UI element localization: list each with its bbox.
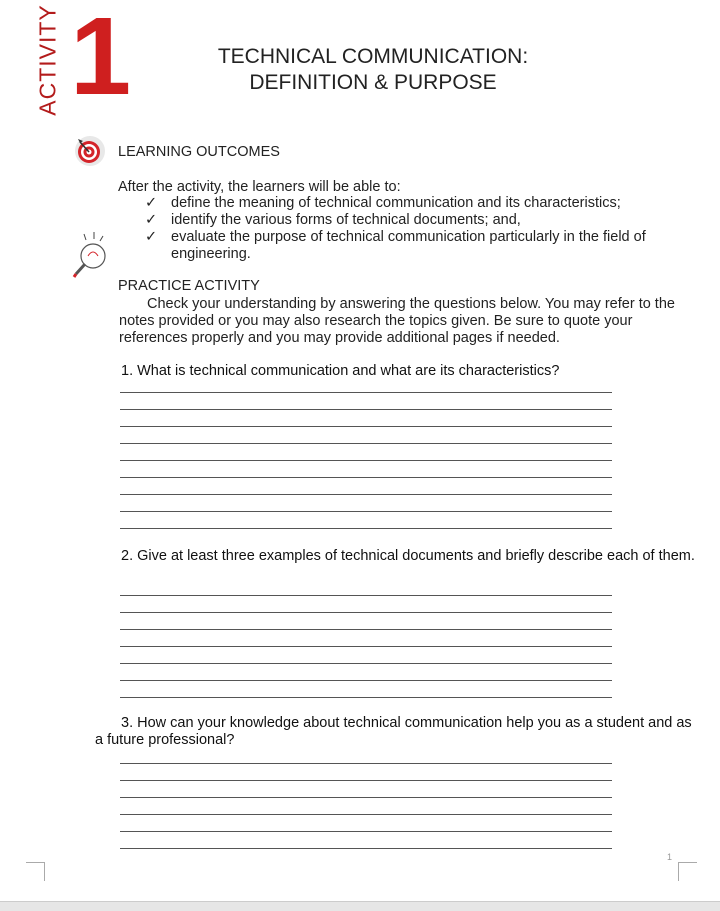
target-icon — [72, 134, 108, 168]
answer-line[interactable] — [120, 831, 612, 832]
answer-line[interactable] — [120, 409, 612, 410]
practice-instructions: Check your understanding by answering the questions below. You may refer to the notes provided or you may also research the topics given. Be sure to quote your references properly and you may provide additional pages if needed. — [119, 296, 675, 346]
answer-line[interactable] — [120, 494, 612, 495]
answer-line[interactable] — [120, 595, 612, 596]
check-icon: ✓ — [145, 195, 158, 211]
answer-line[interactable] — [120, 814, 612, 815]
answer-line[interactable] — [120, 629, 612, 630]
outcomes-intro: After the activity, the learners will be able to: — [118, 179, 401, 195]
learning-outcomes-heading: LEARNING OUTCOMES — [118, 144, 280, 160]
outcomes-list — [140, 195, 680, 263]
page-number: 1 — [667, 852, 673, 862]
list-item: ✓ evaluate the purpose of technical communication particularly in the field of engineering. — [145, 229, 646, 262]
answer-line[interactable] — [120, 460, 612, 461]
answer-line[interactable] — [120, 646, 612, 647]
lightbulb-icon — [70, 232, 110, 282]
activity-label: ACTIVITY — [34, 4, 61, 116]
list-item: ✓ define the meaning of technical communication and its characteristics; — [145, 195, 621, 211]
answer-line[interactable] — [120, 426, 612, 427]
answer-line[interactable] — [120, 528, 612, 529]
answer-line[interactable] — [120, 443, 612, 444]
margin-corner-mark — [26, 862, 45, 881]
answer-line[interactable] — [120, 663, 612, 664]
page-title: TECHNICAL COMMUNICATION: DEFINITION & PURPOSE — [217, 45, 529, 94]
answer-line[interactable] — [120, 511, 612, 512]
answer-line[interactable] — [120, 477, 612, 478]
answer-line[interactable] — [120, 612, 612, 613]
answer-line[interactable] — [120, 780, 612, 781]
check-icon: ✓ — [145, 229, 158, 245]
answer-line[interactable] — [120, 697, 612, 698]
answer-line[interactable] — [120, 797, 612, 798]
answer-line[interactable] — [120, 763, 612, 764]
question-3: 3. How can your knowledge about technical communication help you as a student and as a future professional? — [95, 715, 692, 748]
activity-number: 1 — [70, 0, 132, 118]
answer-line[interactable] — [120, 848, 612, 849]
answer-line[interactable] — [120, 392, 612, 393]
question-2: 2. Give at least three examples of technical documents and briefly describe each of them. — [121, 548, 695, 564]
question-1: 1. What is technical communication and what are its characteristics? — [121, 363, 560, 379]
margin-corner-mark — [678, 862, 697, 881]
list-item: ✓ identify the various forms of technical documents; and, — [145, 212, 521, 228]
practice-activity-heading: PRACTICE ACTIVITY — [118, 278, 260, 294]
check-icon: ✓ — [145, 212, 158, 228]
answer-line[interactable] — [120, 680, 612, 681]
